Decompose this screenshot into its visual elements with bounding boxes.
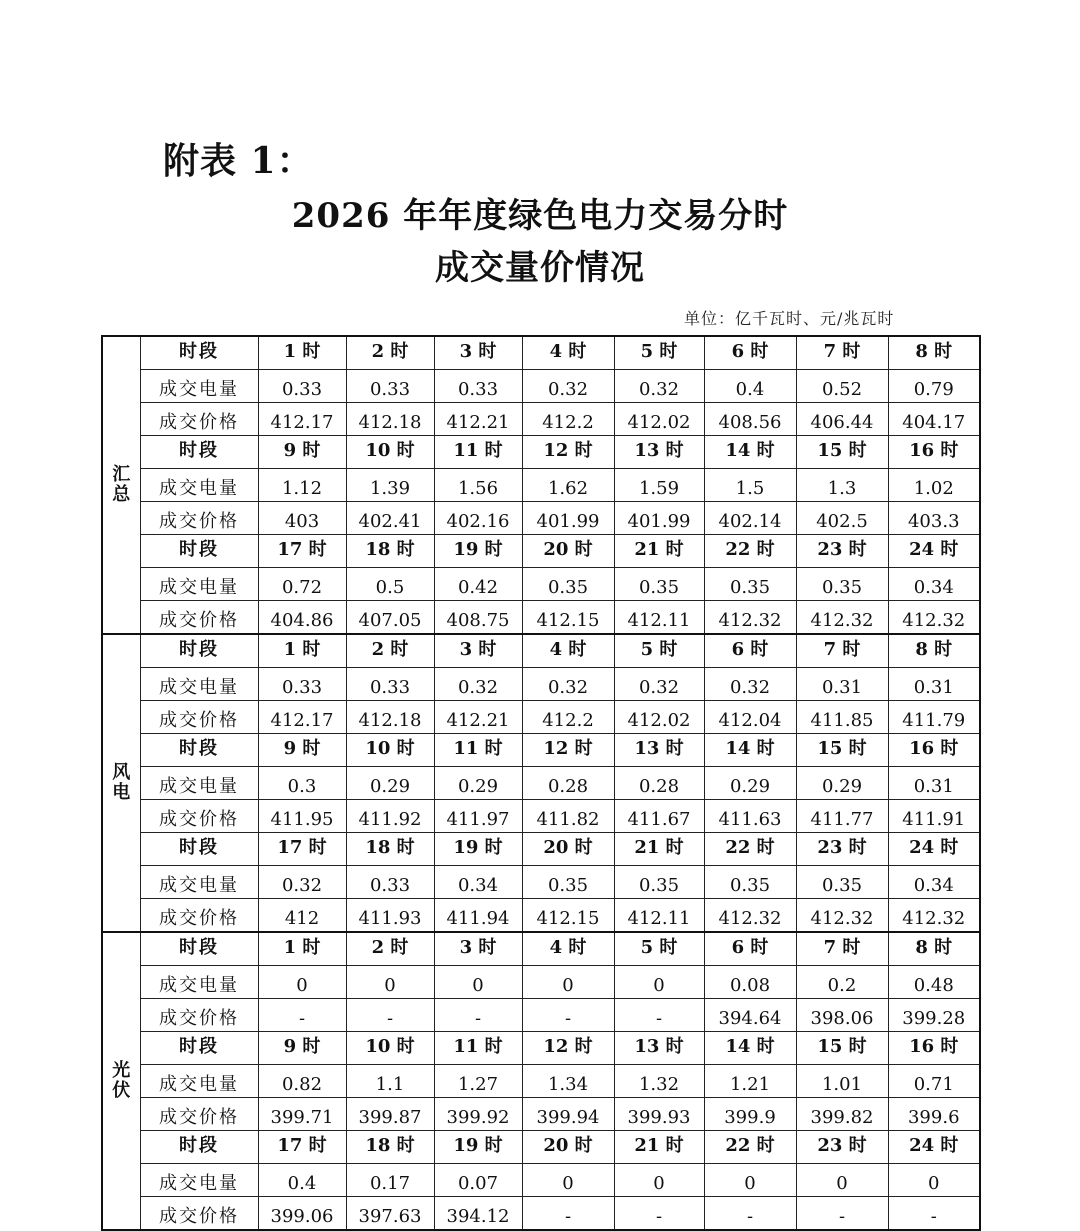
hour-header-cell: 14 时 <box>704 1032 796 1065</box>
hour-header-cell: 17 时 <box>258 1131 346 1164</box>
price-row <box>102 502 980 535</box>
volume-cell: 1.27 <box>434 1065 522 1098</box>
price-row <box>102 1197 980 1231</box>
unit-note: 单位：亿千瓦时、元/兆瓦时 <box>684 309 895 328</box>
volume-cell: 0.2 <box>796 966 888 999</box>
volume-cell: 1.39 <box>346 469 434 502</box>
volume-cell: 0.48 <box>888 966 980 999</box>
price-row <box>102 800 980 833</box>
price-cell: 399.71 <box>258 1098 346 1131</box>
price-row-label: 成交价格 <box>140 1098 258 1131</box>
volume-cell: 1.1 <box>346 1065 434 1098</box>
hour-header-cell: 19 时 <box>434 535 522 568</box>
volume-row-label: 成交电量 <box>140 568 258 601</box>
volume-row <box>102 469 980 502</box>
price-cell: 411.95 <box>258 800 346 833</box>
hour-header-cell: 10 时 <box>346 1032 434 1065</box>
hour-header-cell: 18 时 <box>346 535 434 568</box>
price-row-label: 成交价格 <box>140 899 258 933</box>
hour-header-cell: 16 时 <box>888 734 980 767</box>
volume-row-label: 成交电量 <box>140 668 258 701</box>
volume-cell: 1.21 <box>704 1065 796 1098</box>
hour-header-cell: 12 时 <box>522 436 614 469</box>
volume-row-label: 成交电量 <box>140 966 258 999</box>
hour-header-cell: 20 时 <box>522 833 614 866</box>
period-row <box>102 734 980 767</box>
hour-header-cell: 21 时 <box>614 1131 704 1164</box>
volume-cell: 0.07 <box>434 1164 522 1197</box>
price-cell: 406.44 <box>796 403 888 436</box>
volume-row <box>102 767 980 800</box>
price-cell: - <box>258 999 346 1032</box>
category-label-char: 总 <box>112 484 131 505</box>
hour-header-cell: 16 时 <box>888 1032 980 1065</box>
price-cell: 412.32 <box>704 899 796 933</box>
price-cell: 407.05 <box>346 601 434 635</box>
price-row <box>102 601 980 635</box>
hour-header-cell: 5 时 <box>614 932 704 966</box>
period-row-label: 时段 <box>140 1032 258 1065</box>
hour-header-cell: 20 时 <box>522 535 614 568</box>
category-label-char: 伏 <box>112 1080 131 1101</box>
hour-header-cell: 8 时 <box>888 634 980 668</box>
price-cell: 411.94 <box>434 899 522 933</box>
volume-cell: 0.35 <box>704 866 796 899</box>
price-cell: 412.17 <box>258 403 346 436</box>
volume-cell: 0 <box>522 1164 614 1197</box>
price-cell: 399.06 <box>258 1197 346 1231</box>
price-cell: - <box>704 1197 796 1231</box>
hourly-trade-table <box>101 335 981 1231</box>
volume-cell: 0.28 <box>614 767 704 800</box>
hour-header-cell: 9 时 <box>258 734 346 767</box>
period-row <box>102 1032 980 1065</box>
volume-cell: 0.82 <box>258 1065 346 1098</box>
hour-header-cell: 24 时 <box>888 1131 980 1164</box>
hour-header-cell: 5 时 <box>614 634 704 668</box>
volume-cell: 1.12 <box>258 469 346 502</box>
volume-cell: 0.17 <box>346 1164 434 1197</box>
hour-header-cell: 8 时 <box>888 336 980 370</box>
hour-header-cell: 11 时 <box>434 1032 522 1065</box>
volume-cell: 1.62 <box>522 469 614 502</box>
volume-cell: 0.4 <box>704 370 796 403</box>
price-cell: 404.86 <box>258 601 346 635</box>
volume-cell: 1.34 <box>522 1065 614 1098</box>
period-row-label: 时段 <box>140 1131 258 1164</box>
volume-cell: 0.71 <box>888 1065 980 1098</box>
price-cell: - <box>346 999 434 1032</box>
hour-header-cell: 1 时 <box>258 932 346 966</box>
price-cell: 399.87 <box>346 1098 434 1131</box>
price-cell: 394.12 <box>434 1197 522 1231</box>
price-cell: 401.99 <box>522 502 614 535</box>
hour-header-cell: 9 时 <box>258 1032 346 1065</box>
price-cell: - <box>434 999 522 1032</box>
volume-cell: 0.33 <box>346 370 434 403</box>
volume-cell: 0.35 <box>614 866 704 899</box>
hour-header-cell: 14 时 <box>704 436 796 469</box>
volume-cell: 1.56 <box>434 469 522 502</box>
volume-cell: 0.35 <box>522 568 614 601</box>
period-row-label: 时段 <box>140 734 258 767</box>
volume-cell: 0.5 <box>346 568 434 601</box>
hour-header-cell: 8 时 <box>888 932 980 966</box>
price-cell: 399.9 <box>704 1098 796 1131</box>
volume-row <box>102 866 980 899</box>
volume-cell: 0 <box>346 966 434 999</box>
document-title-line-2: 成交量价情况 <box>435 248 645 288</box>
price-row-label: 成交价格 <box>140 502 258 535</box>
volume-cell: 0.32 <box>614 370 704 403</box>
hour-header-cell: 10 时 <box>346 734 434 767</box>
price-cell: 398.06 <box>796 999 888 1032</box>
price-cell: 408.56 <box>704 403 796 436</box>
hour-header-cell: 3 时 <box>434 634 522 668</box>
period-row-label: 时段 <box>140 932 258 966</box>
price-cell: 412.32 <box>796 899 888 933</box>
hour-header-cell: 13 时 <box>614 1032 704 1065</box>
volume-row-label: 成交电量 <box>140 469 258 502</box>
hour-header-cell: 23 时 <box>796 535 888 568</box>
price-cell: 394.64 <box>704 999 796 1032</box>
hour-header-cell: 15 时 <box>796 734 888 767</box>
volume-cell: 0 <box>258 966 346 999</box>
price-cell: 412.21 <box>434 403 522 436</box>
volume-cell: 0.35 <box>796 568 888 601</box>
volume-cell: 0 <box>522 966 614 999</box>
volume-cell: 0.29 <box>704 767 796 800</box>
hour-header-cell: 1 时 <box>258 634 346 668</box>
volume-cell: 0.52 <box>796 370 888 403</box>
volume-cell: 1.3 <box>796 469 888 502</box>
volume-cell: 0 <box>704 1164 796 1197</box>
hour-header-cell: 2 时 <box>346 336 434 370</box>
price-cell: 412.04 <box>704 701 796 734</box>
volume-cell: 0.29 <box>434 767 522 800</box>
price-cell: - <box>522 1197 614 1231</box>
price-cell: 397.63 <box>346 1197 434 1231</box>
price-cell: 412.18 <box>346 403 434 436</box>
volume-cell: 0.33 <box>258 370 346 403</box>
price-cell: 403.3 <box>888 502 980 535</box>
hour-header-cell: 20 时 <box>522 1131 614 1164</box>
volume-cell: 0 <box>796 1164 888 1197</box>
price-row-label: 成交价格 <box>140 701 258 734</box>
volume-cell: 1.02 <box>888 469 980 502</box>
price-cell: 402.41 <box>346 502 434 535</box>
price-cell: 412.32 <box>888 601 980 635</box>
period-row <box>102 436 980 469</box>
price-cell: 408.75 <box>434 601 522 635</box>
price-cell: 412.11 <box>614 601 704 635</box>
volume-row-label: 成交电量 <box>140 370 258 403</box>
hour-header-cell: 14 时 <box>704 734 796 767</box>
hour-header-cell: 15 时 <box>796 436 888 469</box>
volume-row-label: 成交电量 <box>140 767 258 800</box>
volume-cell: 1.32 <box>614 1065 704 1098</box>
hour-header-cell: 2 时 <box>346 634 434 668</box>
hour-header-cell: 13 时 <box>614 734 704 767</box>
period-row-label: 时段 <box>140 833 258 866</box>
volume-cell: 0.33 <box>346 866 434 899</box>
price-cell: 411.85 <box>796 701 888 734</box>
price-cell: - <box>614 1197 704 1231</box>
volume-cell: 0 <box>434 966 522 999</box>
period-row <box>102 833 980 866</box>
hour-header-cell: 19 时 <box>434 1131 522 1164</box>
hour-header-cell: 24 时 <box>888 535 980 568</box>
hour-header-cell: 9 时 <box>258 436 346 469</box>
price-cell: 411.82 <box>522 800 614 833</box>
price-row-label: 成交价格 <box>140 403 258 436</box>
price-cell: 412.11 <box>614 899 704 933</box>
hour-header-cell: 10 时 <box>346 436 434 469</box>
price-cell: 402.16 <box>434 502 522 535</box>
hour-header-cell: 4 时 <box>522 634 614 668</box>
hour-header-cell: 4 时 <box>522 336 614 370</box>
volume-cell: 0.08 <box>704 966 796 999</box>
volume-cell: 0.31 <box>888 668 980 701</box>
price-cell: 412.2 <box>522 701 614 734</box>
hour-header-cell: 7 时 <box>796 634 888 668</box>
price-row <box>102 701 980 734</box>
hour-header-cell: 24 时 <box>888 833 980 866</box>
hour-header-cell: 1 时 <box>258 336 346 370</box>
volume-cell: 0.35 <box>614 568 704 601</box>
volume-cell: 0.32 <box>434 668 522 701</box>
period-row <box>102 932 980 966</box>
hour-header-cell: 22 时 <box>704 535 796 568</box>
price-cell: - <box>796 1197 888 1231</box>
volume-cell: 0.32 <box>614 668 704 701</box>
volume-row-label: 成交电量 <box>140 1065 258 1098</box>
period-row-label: 时段 <box>140 535 258 568</box>
price-cell: 411.63 <box>704 800 796 833</box>
volume-row-label: 成交电量 <box>140 1164 258 1197</box>
hour-header-cell: 3 时 <box>434 932 522 966</box>
price-row <box>102 899 980 933</box>
period-row-label: 时段 <box>140 436 258 469</box>
price-cell: - <box>614 999 704 1032</box>
volume-cell: 0.4 <box>258 1164 346 1197</box>
price-cell: 401.99 <box>614 502 704 535</box>
hour-header-cell: 19 时 <box>434 833 522 866</box>
hour-header-cell: 5 时 <box>614 336 704 370</box>
hour-header-cell: 6 时 <box>704 336 796 370</box>
price-row <box>102 1098 980 1131</box>
volume-cell: 0.29 <box>796 767 888 800</box>
volume-row <box>102 668 980 701</box>
volume-cell: 0.34 <box>888 568 980 601</box>
price-row-label: 成交价格 <box>140 1197 258 1231</box>
hour-header-cell: 23 时 <box>796 833 888 866</box>
volume-cell: 0.34 <box>888 866 980 899</box>
price-cell: 411.97 <box>434 800 522 833</box>
category-label-char: 汇 <box>112 464 131 485</box>
price-cell: - <box>522 999 614 1032</box>
volume-row <box>102 370 980 403</box>
hour-header-cell: 11 时 <box>434 734 522 767</box>
volume-cell: 1.59 <box>614 469 704 502</box>
hour-header-cell: 2 时 <box>346 932 434 966</box>
volume-cell: 0.32 <box>704 668 796 701</box>
price-cell: 402.5 <box>796 502 888 535</box>
volume-cell: 0.33 <box>258 668 346 701</box>
volume-cell: 0.32 <box>522 668 614 701</box>
volume-cell: 0.35 <box>522 866 614 899</box>
price-cell: 411.79 <box>888 701 980 734</box>
volume-cell: 0.35 <box>704 568 796 601</box>
category-label <box>102 932 140 1230</box>
appendix-title: 附表 1： <box>163 140 314 182</box>
period-row <box>102 535 980 568</box>
price-cell: 412.32 <box>888 899 980 933</box>
volume-cell: 1.5 <box>704 469 796 502</box>
hour-header-cell: 17 时 <box>258 535 346 568</box>
volume-cell: 0.35 <box>796 866 888 899</box>
price-cell: 399.94 <box>522 1098 614 1131</box>
price-cell: 411.93 <box>346 899 434 933</box>
volume-cell: 0.28 <box>522 767 614 800</box>
price-cell: - <box>888 1197 980 1231</box>
hour-header-cell: 18 时 <box>346 833 434 866</box>
price-cell: 412.02 <box>614 403 704 436</box>
price-row-label: 成交价格 <box>140 999 258 1032</box>
hour-header-cell: 4 时 <box>522 932 614 966</box>
volume-row <box>102 1065 980 1098</box>
hour-header-cell: 21 时 <box>614 535 704 568</box>
volume-cell: 0.72 <box>258 568 346 601</box>
price-cell: 411.92 <box>346 800 434 833</box>
price-cell: 412.32 <box>796 601 888 635</box>
price-cell: 412.15 <box>522 601 614 635</box>
volume-cell: 0 <box>888 1164 980 1197</box>
period-row <box>102 336 980 370</box>
volume-cell: 0.42 <box>434 568 522 601</box>
volume-cell: 0.32 <box>522 370 614 403</box>
category-label-char: 光 <box>112 1060 131 1081</box>
volume-cell: 0.31 <box>888 767 980 800</box>
price-cell: 399.92 <box>434 1098 522 1131</box>
hour-header-cell: 22 时 <box>704 1131 796 1164</box>
price-cell: 403 <box>258 502 346 535</box>
volume-cell: 0 <box>614 1164 704 1197</box>
category-label-char: 风 <box>112 762 131 783</box>
price-cell: 399.6 <box>888 1098 980 1131</box>
hour-header-cell: 12 时 <box>522 734 614 767</box>
hour-header-cell: 22 时 <box>704 833 796 866</box>
volume-cell: 0.29 <box>346 767 434 800</box>
volume-cell: 0.79 <box>888 370 980 403</box>
volume-cell: 0.31 <box>796 668 888 701</box>
period-row-label: 时段 <box>140 336 258 370</box>
hour-header-cell: 7 时 <box>796 336 888 370</box>
hour-header-cell: 3 时 <box>434 336 522 370</box>
hour-header-cell: 18 时 <box>346 1131 434 1164</box>
volume-row <box>102 1164 980 1197</box>
volume-cell: 0 <box>614 966 704 999</box>
volume-row <box>102 568 980 601</box>
hour-header-cell: 11 时 <box>434 436 522 469</box>
price-cell: 411.91 <box>888 800 980 833</box>
hour-header-cell: 12 时 <box>522 1032 614 1065</box>
period-row <box>102 634 980 668</box>
volume-row-label: 成交电量 <box>140 866 258 899</box>
volume-cell: 0.3 <box>258 767 346 800</box>
category-label <box>102 336 140 634</box>
price-cell: 399.82 <box>796 1098 888 1131</box>
hour-header-cell: 7 时 <box>796 932 888 966</box>
category-label <box>102 634 140 932</box>
price-cell: 411.67 <box>614 800 704 833</box>
price-cell: 412.17 <box>258 701 346 734</box>
volume-cell: 0.34 <box>434 866 522 899</box>
price-cell: 404.17 <box>888 403 980 436</box>
volume-cell: 1.01 <box>796 1065 888 1098</box>
price-cell: 399.28 <box>888 999 980 1032</box>
hour-header-cell: 13 时 <box>614 436 704 469</box>
price-cell: 412 <box>258 899 346 933</box>
price-cell: 399.93 <box>614 1098 704 1131</box>
price-cell: 412.18 <box>346 701 434 734</box>
price-cell: 411.77 <box>796 800 888 833</box>
document-title-line-1: 2026 年年度绿色电力交易分时 <box>291 196 789 236</box>
volume-cell: 0.33 <box>434 370 522 403</box>
hour-header-cell: 15 时 <box>796 1032 888 1065</box>
category-label-char: 电 <box>112 782 131 803</box>
price-row-label: 成交价格 <box>140 601 258 635</box>
price-row <box>102 999 980 1032</box>
volume-row <box>102 966 980 999</box>
hour-header-cell: 17 时 <box>258 833 346 866</box>
price-cell: 412.32 <box>704 601 796 635</box>
price-cell: 412.15 <box>522 899 614 933</box>
period-row <box>102 1131 980 1164</box>
hour-header-cell: 21 时 <box>614 833 704 866</box>
hour-header-cell: 6 时 <box>704 634 796 668</box>
volume-cell: 0.33 <box>346 668 434 701</box>
price-row-label: 成交价格 <box>140 800 258 833</box>
volume-cell: 0.32 <box>258 866 346 899</box>
price-cell: 402.14 <box>704 502 796 535</box>
price-cell: 412.2 <box>522 403 614 436</box>
price-cell: 412.02 <box>614 701 704 734</box>
hour-header-cell: 6 时 <box>704 932 796 966</box>
hour-header-cell: 23 时 <box>796 1131 888 1164</box>
price-cell: 412.21 <box>434 701 522 734</box>
price-row <box>102 403 980 436</box>
period-row-label: 时段 <box>140 634 258 668</box>
hour-header-cell: 16 时 <box>888 436 980 469</box>
